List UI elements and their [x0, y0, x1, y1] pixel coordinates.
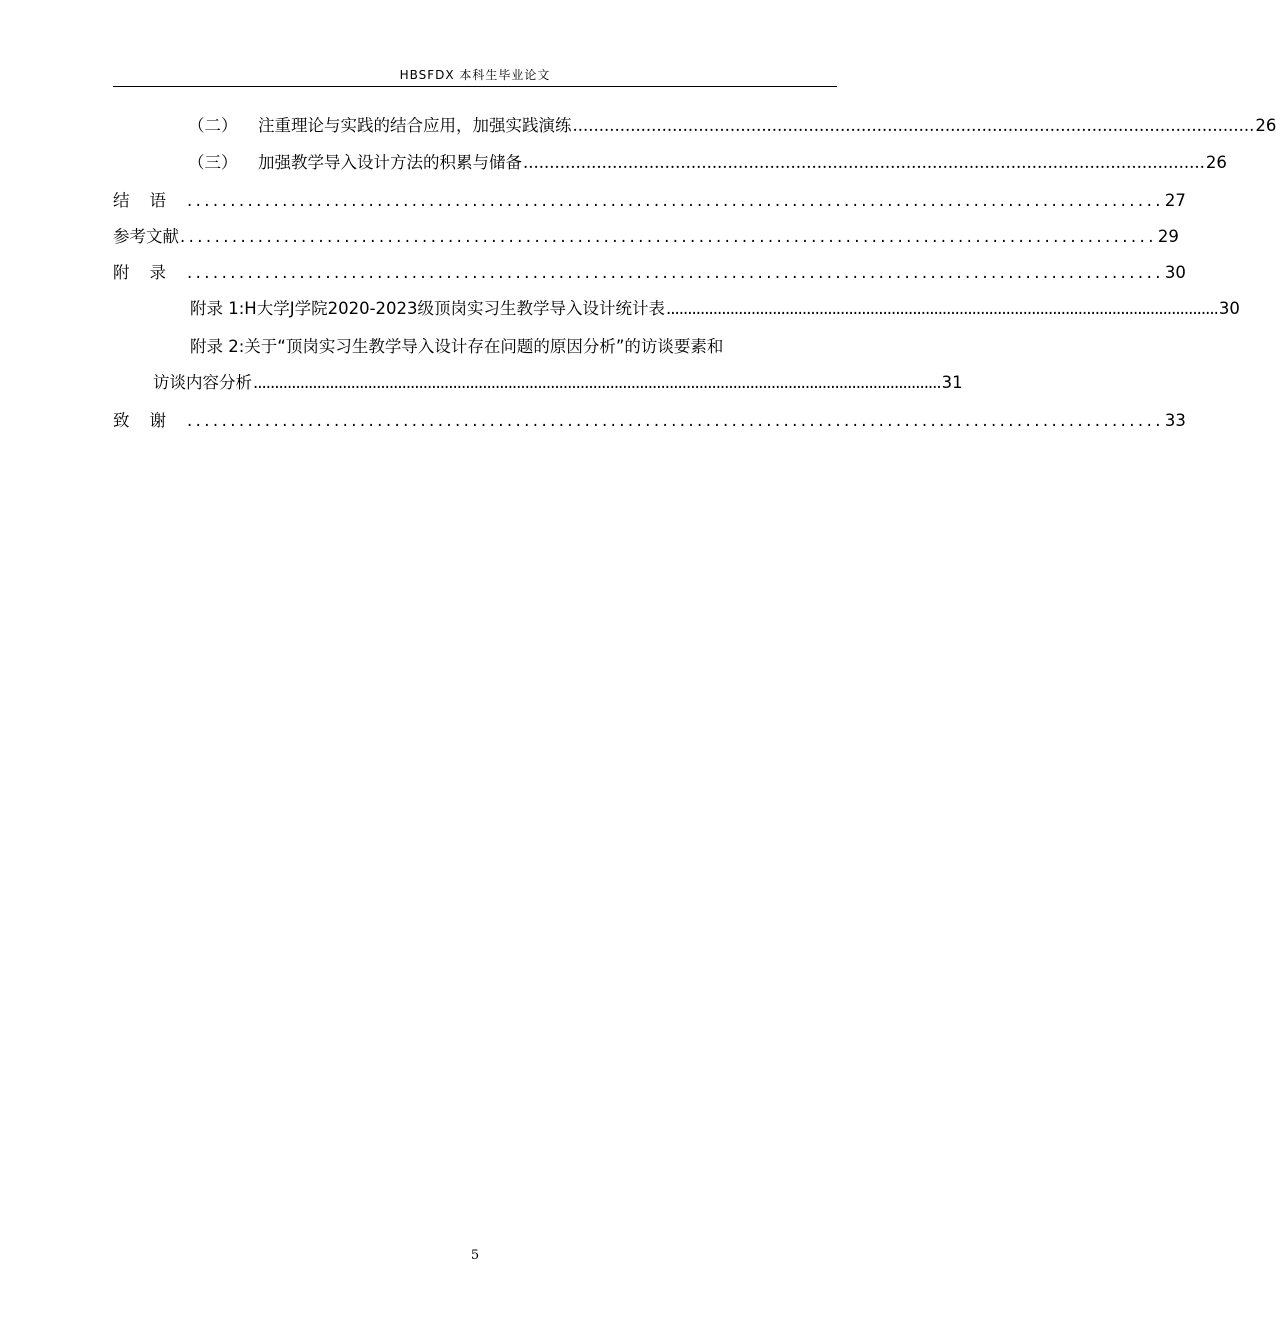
toc-entry-appendix[interactable] [113, 259, 1186, 287]
toc-entry-label: 参考文献 [113, 227, 179, 246]
dot-leader: ................................................................................................................. [180, 227, 1157, 246]
dot-leader: .................................................................................................................................. [572, 116, 1255, 135]
toc-entry-page: 30 [1218, 299, 1240, 318]
toc-entry-sub2[interactable] [113, 112, 1276, 140]
toc-entry-page: 26 [1205, 153, 1227, 172]
toc-entry-text: 注重理论与实践的结合应用，加强实践演练 [258, 116, 572, 135]
page-number: 5 [470, 1248, 480, 1263]
toc-entry-conclusion[interactable] [113, 187, 1186, 215]
toc-entry-appendix-2[interactable] [113, 333, 837, 361]
toc-entry-label: 附录 2:关于“顶岗实习生教学导入设计存在问题的原因分析”的访谈要素和 [190, 337, 724, 356]
toc-entry-label [188, 112, 572, 140]
toc-entry-page: 30 [1164, 263, 1186, 282]
toc-entry-label: 结语 [113, 191, 186, 210]
toc-entry-references[interactable] [113, 223, 1179, 251]
toc-entry-text: 加强教学导入设计方法的积累与储备 [258, 153, 522, 172]
toc-entry-page: 29 [1157, 227, 1179, 246]
dot-leader: .................................................................................................................................................................. [253, 373, 941, 392]
toc-entry-appendix-2-continued[interactable] [113, 369, 963, 397]
dot-leader: ................................................................................................................. [187, 191, 1164, 210]
dot-leader: ................................................................................................................. [187, 263, 1164, 282]
dot-leader: .................................................................................................................................. [666, 299, 1218, 318]
dot-leader: .................................................................................................................................. [523, 153, 1205, 172]
toc-entry-label: 致谢 [113, 411, 186, 430]
toc-entry-page: 27 [1164, 191, 1186, 210]
toc-entry-label: 附录 [113, 263, 186, 282]
toc-entry-page: 33 [1164, 411, 1186, 430]
toc-entry-page: 31 [941, 373, 963, 392]
toc-entry-number: （三） [188, 153, 238, 172]
toc-entry-label: 附录 1:H大学J学院2020-2023级顶岗实习生教学导入设计统计表 [190, 299, 666, 318]
toc-entry-number: （二） [188, 116, 238, 135]
toc-entry-page: 26 [1255, 116, 1276, 135]
toc-entry-acknowledgements[interactable] [113, 407, 1186, 435]
dot-leader: ................................................................................................................. [187, 411, 1164, 430]
header-divider [113, 86, 837, 87]
toc-entry-appendix-1[interactable] [113, 295, 1240, 323]
toc-entry-sub3[interactable] [113, 149, 1227, 177]
toc-entry-label: 访谈内容分析 [153, 373, 252, 392]
toc-entry-label [188, 149, 522, 177]
page-header-title: HBSFDX 本科生毕业论文 [399, 68, 551, 82]
